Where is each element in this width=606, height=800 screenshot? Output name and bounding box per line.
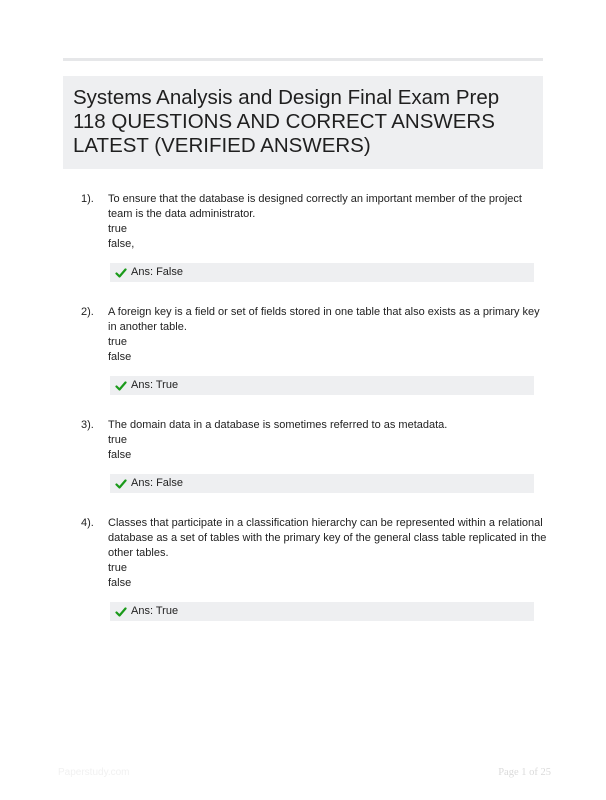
option-true: true bbox=[108, 434, 127, 446]
option-false: false bbox=[108, 449, 132, 461]
question-number: 2). bbox=[81, 306, 94, 318]
option-false: false, bbox=[108, 238, 135, 250]
question-text-line: in another table. bbox=[108, 321, 187, 333]
title-line-3: LATEST (VERIFIED ANSWERS) bbox=[73, 134, 371, 157]
answer-text: Ans: False bbox=[131, 477, 183, 489]
question-text-line: team is the data administrator. bbox=[108, 208, 256, 220]
question-number: 3). bbox=[81, 419, 94, 431]
answer-text: Ans: False bbox=[131, 266, 183, 278]
answer-box bbox=[110, 474, 534, 493]
question-body bbox=[108, 418, 536, 463]
answer-box bbox=[110, 263, 534, 282]
page-number: Page 1 of 25 bbox=[498, 767, 551, 778]
check-icon bbox=[115, 380, 127, 392]
footer-watermark: Paperstudy.com bbox=[58, 767, 130, 778]
question-text-line: Classes that participate in a classification hierarchy can be represented within a relational bbox=[108, 517, 543, 529]
question-text-line: other tables. bbox=[108, 547, 169, 559]
question-body bbox=[108, 516, 547, 591]
question-number: 4). bbox=[81, 517, 94, 529]
answer-text: Ans: True bbox=[131, 379, 179, 391]
question-text-line: The domain data in a database is sometimes referred to as metadata. bbox=[108, 419, 448, 431]
check-icon bbox=[115, 478, 127, 490]
title-line-2: 118 QUESTIONS AND CORRECT ANSWERS bbox=[73, 110, 495, 133]
option-true: true bbox=[108, 336, 127, 348]
option-true: true bbox=[108, 562, 127, 574]
question-text-line: database as a set of tables with the primary key of the general class table replicated in the bbox=[108, 532, 547, 544]
option-false: false bbox=[108, 577, 132, 589]
title-line-1: Systems Analysis and Design Final Exam Prep bbox=[73, 86, 500, 109]
question-number: 1). bbox=[81, 193, 94, 205]
title-banner bbox=[63, 76, 543, 169]
top-divider bbox=[63, 58, 543, 61]
check-icon bbox=[115, 267, 127, 279]
question-body bbox=[108, 305, 540, 365]
answer-text: Ans: True bbox=[131, 605, 179, 617]
check-icon bbox=[115, 606, 127, 618]
question-text-line: A foreign key is a field or set of fields stored in one table that also exists as a primary key bbox=[108, 306, 540, 318]
answer-box bbox=[110, 376, 534, 395]
option-false: false bbox=[108, 351, 132, 363]
option-true: true bbox=[108, 223, 127, 235]
question-text-line: To ensure that the database is designed correctly an important member of the project bbox=[108, 193, 522, 205]
answer-box bbox=[110, 602, 534, 621]
question-body bbox=[108, 192, 536, 252]
